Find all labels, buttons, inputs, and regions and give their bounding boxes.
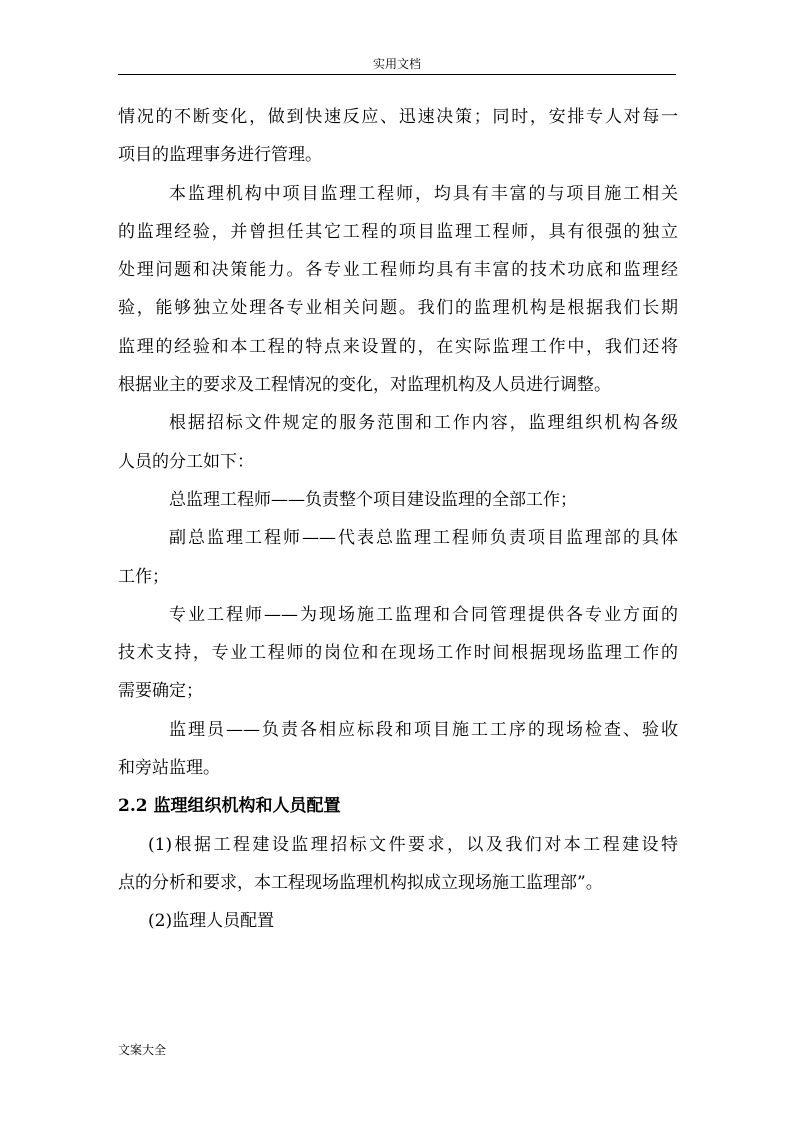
text-line: 工作；	[118, 566, 169, 587]
document-body	[118, 98, 678, 941]
text-line: 本监理机构中项目监理工程师，均具有丰富的与项目施工相关	[169, 183, 678, 204]
text-line: 处理问题和决策能力。各专业工程师均具有丰富的技术功底和监理经	[118, 260, 678, 281]
text-line: 项目的监理事务进行管理。	[118, 145, 322, 166]
paragraph	[118, 404, 678, 481]
paragraph	[118, 98, 678, 175]
paragraph	[118, 481, 678, 519]
page-footer: 文案大全	[118, 1043, 167, 1057]
paragraph	[118, 596, 678, 711]
text-line: 点的分析和要求，本工程现场监理机构拟成立现场施工监理部”。	[118, 872, 603, 893]
text-line: 和旁站监理。	[118, 758, 220, 779]
section-heading: 2.2 监理组织机构和人员配置	[118, 796, 341, 817]
text-line: 根据招标文件规定的服务范围和工作内容，监理组织机构各级	[169, 413, 678, 434]
paragraph	[118, 826, 678, 903]
text-line: 人员的分工如下：	[118, 451, 254, 472]
text-line: 监理员——负责各相应标段和项目施工工序的现场检查、验收	[169, 719, 678, 740]
text-line: 的监理经验，并曾担任其它工程的项目监理工程师，具有很强的独立	[118, 221, 678, 242]
text-line: 总监理工程师——负责整个项目建设监理的全部工作；	[169, 489, 577, 510]
text-line: (2)监理人员配置	[148, 911, 275, 932]
text-line: 验，能够独立处理各专业相关问题。我们的监理机构是根据我们长期	[118, 298, 678, 319]
paragraph	[118, 519, 678, 596]
text-line: 情况的不断变化，做到快速反应、迅速决策；同时，安排专人对每一	[118, 107, 678, 127]
paragraph	[118, 902, 678, 940]
text-line: (1)根据工程建设监理招标文件要求，以及我们对本工程建设特	[148, 834, 678, 855]
header-divider	[118, 74, 676, 75]
text-line: 技术支持，专业工程师的岗位和在现场工作时间根据现场监理工作的	[118, 643, 678, 664]
paragraph	[118, 175, 678, 405]
text-line: 需要确定；	[118, 681, 203, 702]
text-line: 根据业主的要求及工程情况的变化，对监理机构及人员进行调整。	[118, 375, 611, 396]
paragraph	[118, 711, 678, 788]
page-header: 实用文档	[372, 57, 421, 71]
text-line: 专业工程师——为现场施工监理和合同管理提供各专业方面的	[169, 604, 678, 625]
text-line: 监理的经验和本工程的特点来设置的，在实际监理工作中，我们还将	[118, 336, 678, 357]
text-line: 副总监理工程师——代表总监理工程师负责项目监理部的具体	[169, 528, 678, 549]
